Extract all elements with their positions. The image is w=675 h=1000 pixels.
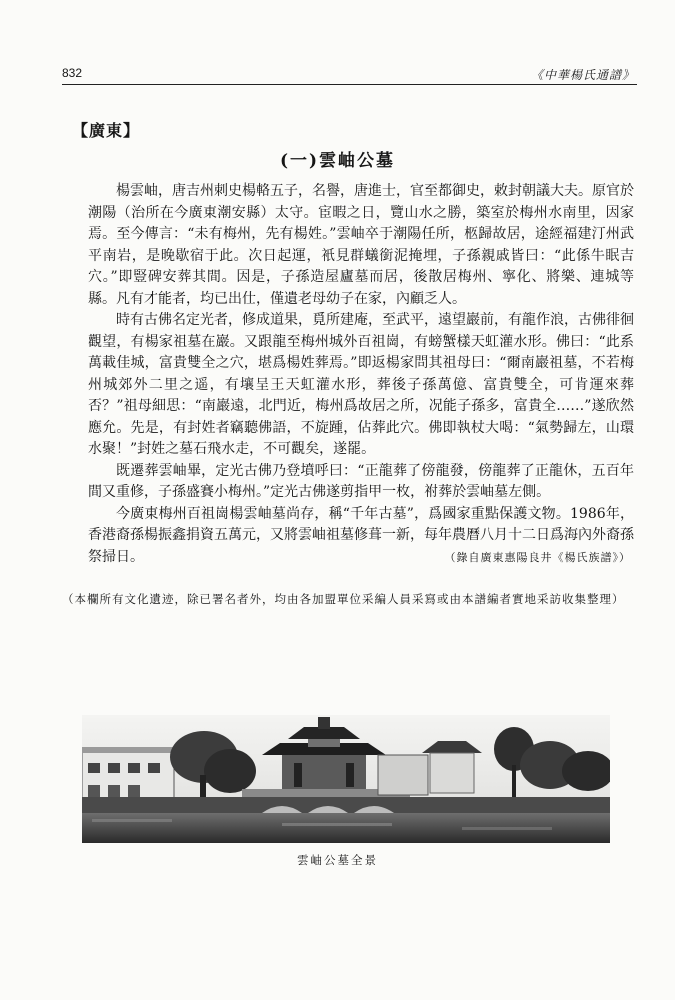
photo-caption: 雲岫公墓全景 xyxy=(297,853,378,867)
page-header xyxy=(62,60,637,85)
running-title: 《中華楊氏通譜》 xyxy=(530,68,635,82)
article-body xyxy=(88,181,634,568)
article-title: (一)雲岫公墓 xyxy=(279,151,396,171)
paragraph: 既遷葬雲岫畢，定光古佛乃登墳呼曰：“正龍葬了傍龍發，傍龍葬了正龍休，五百年間又重修，子孫盛賽小梅州。”定光古佛遂剪指甲一枚，祔葬於雲岫墓左側。 xyxy=(88,462,634,500)
editorial-note: （本欄所有文化遺迹，除已署名者外，均由各加盟單位采編人員采寫或由本譜編者實地采訪收集整理） xyxy=(62,592,625,606)
region-heading: 【廣東】 xyxy=(72,121,141,140)
paragraph: 今廣東梅州百祖崗楊雲岫墓尚存，稱“千年古墓”，爲國家重點保護文物。1986年，香港裔孫楊振鑫捐資五萬元，又將雲岫祖墓修葺一新，每年農曆八月十二日爲海內外裔孫祭掃日。 xyxy=(88,505,634,565)
paragraph: 時有古佛名定光者，修成道果，覓所建庵，至武平，遠望巖前，有龍作浪，古佛徘徊觀望，有楊家祖墓在巖。又跟龍至梅州城外百祖崗，有螃蟹樣天虹灌水形。佛曰：“此系萬載佳城，富貴雙全之穴，堪爲楊姓葬焉。”即返楊家問其祖母曰：“爾南巖祖墓，不若梅州城郊外二里之遥，有壤呈王天虹灌水形，葬後子孫萬億、富貴雙全，可肯運來葬否？”祖母細思：“南巖遠，北門近，梅州爲故居之所，况能子孫多，富貴全……”遂欣然應允。先是，有封姓者竊聽佛語，不旋踵，佔葬此穴。佛即執杖大喝：“氣勢歸左，山環水聚！”封姓之墓石飛水走，不可觀矣，遂罷。 xyxy=(88,312,634,457)
source-citation: （錄自廣東惠陽良井《楊氏族譜》） xyxy=(444,551,631,564)
page-number: 832 xyxy=(62,66,83,80)
paragraph: 楊雲岫，唐吉州刺史楊輅五子，名譽，唐進士，官至都御史，敕封朝議大夫。原官於潮陽（治所在今廣東潮安縣）太守。宦暇之日，覽山水之勝，築室於梅州水南里，因家焉。至今傳言：“未有梅州，先有楊姓。”雲岫卒于潮陽任所，柩歸故居，途經福建汀州武平南岩，是晚歇宿于此。次日起運，衹見群蟻銜泥掩埋，子孫親戚皆曰：“此係牛眠吉穴。”即豎碑安葬其間。因是，子孫造屋廬墓而居，後散居梅州、寧化、將樂、連城等縣。凡有才能者，均已出仕，僅遺老母幼子在家，內顧乏人。 xyxy=(88,183,634,307)
tomb-panorama-photo xyxy=(82,715,610,843)
tomb-panorama-image xyxy=(82,715,610,843)
